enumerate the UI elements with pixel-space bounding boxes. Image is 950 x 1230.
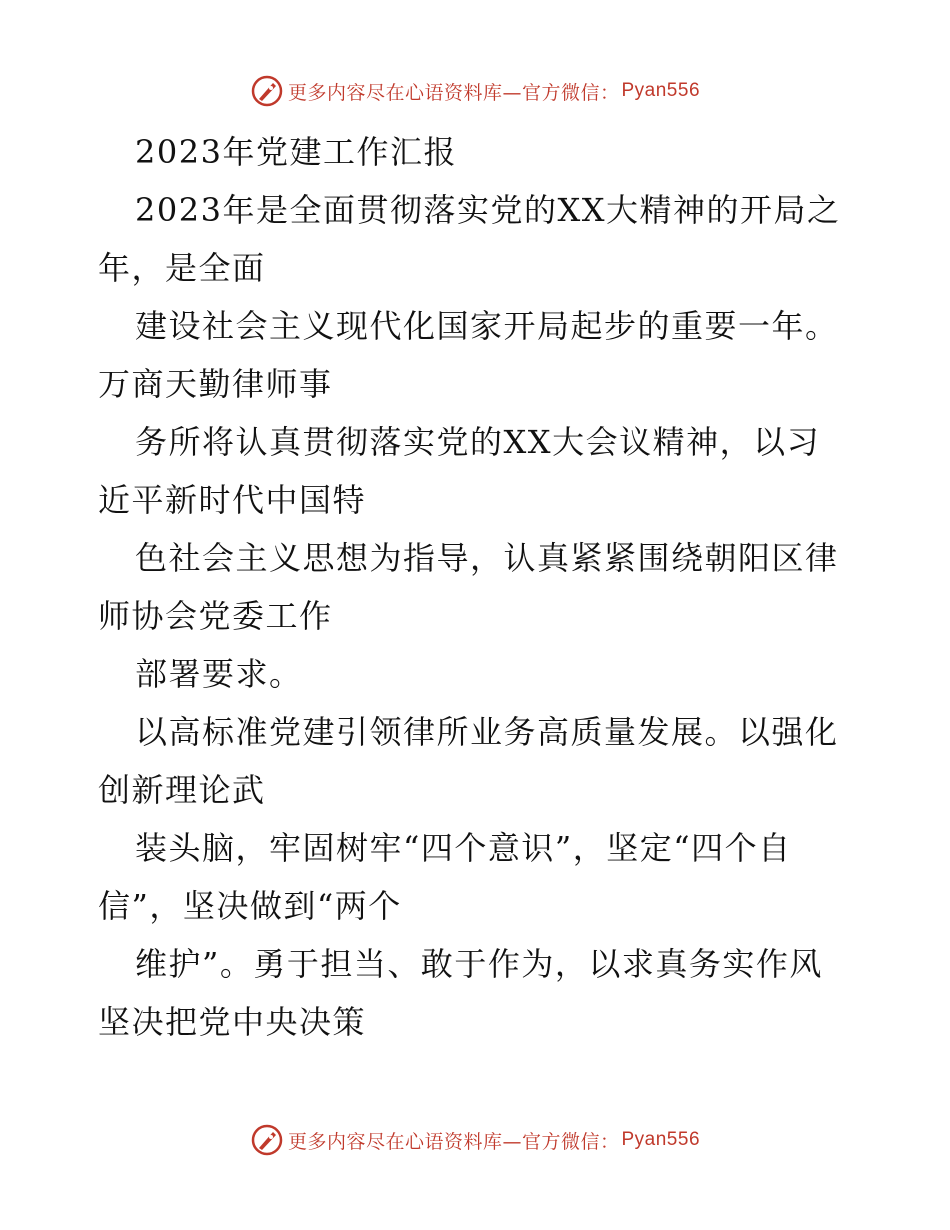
document-line: 年，是全面 xyxy=(98,249,266,287)
document-body xyxy=(98,123,858,1051)
pen-nib-logo-icon xyxy=(250,74,284,108)
document-line: 2023年党建工作汇报 xyxy=(135,133,457,171)
header-watermark-banner xyxy=(0,71,950,111)
document-line: 建设社会主义现代化国家开局起步的重要一年。 xyxy=(135,307,839,345)
banner-text: 更多内容尽在心语资料库—官方微信： xyxy=(287,81,620,104)
banner-wechat-id: Pyan556 xyxy=(621,1129,701,1150)
document-line: 信”，坚决做到“两个 xyxy=(98,887,402,925)
footer-watermark-banner xyxy=(0,1120,950,1160)
banner-text: 更多内容尽在心语资料库—官方微信： xyxy=(287,1130,620,1153)
document-line: 色社会主义思想为指导，认真紧紧围绕朝阳区律 xyxy=(135,539,839,577)
document-line: 维护”。勇于担当、敢于作为，以求真务实作风 xyxy=(135,945,823,983)
document-line: 师协会党委工作 xyxy=(98,597,333,635)
document-line: 部署要求。 xyxy=(135,655,303,693)
document-line: 创新理论武 xyxy=(98,771,266,809)
document-line: 以高标准党建引领律所业务高质量发展。以强化 xyxy=(135,713,839,751)
document-line: 坚决把党中央决策 xyxy=(98,1003,367,1041)
document-line: 万商天勤律师事 xyxy=(98,365,333,403)
document-line: 近平新时代中国特 xyxy=(98,481,367,519)
document-line: 2023年是全面贯彻落实党的XX大精神的开局之 xyxy=(135,191,841,229)
document-line: 装头脑，牢固树牢“四个意识”，坚定“四个自 xyxy=(135,829,792,867)
banner-wechat-id: Pyan556 xyxy=(621,80,701,101)
document-line: 务所将认真贯彻落实党的XX大会议精神，以习 xyxy=(135,423,821,461)
pen-nib-logo-icon xyxy=(250,1123,284,1157)
